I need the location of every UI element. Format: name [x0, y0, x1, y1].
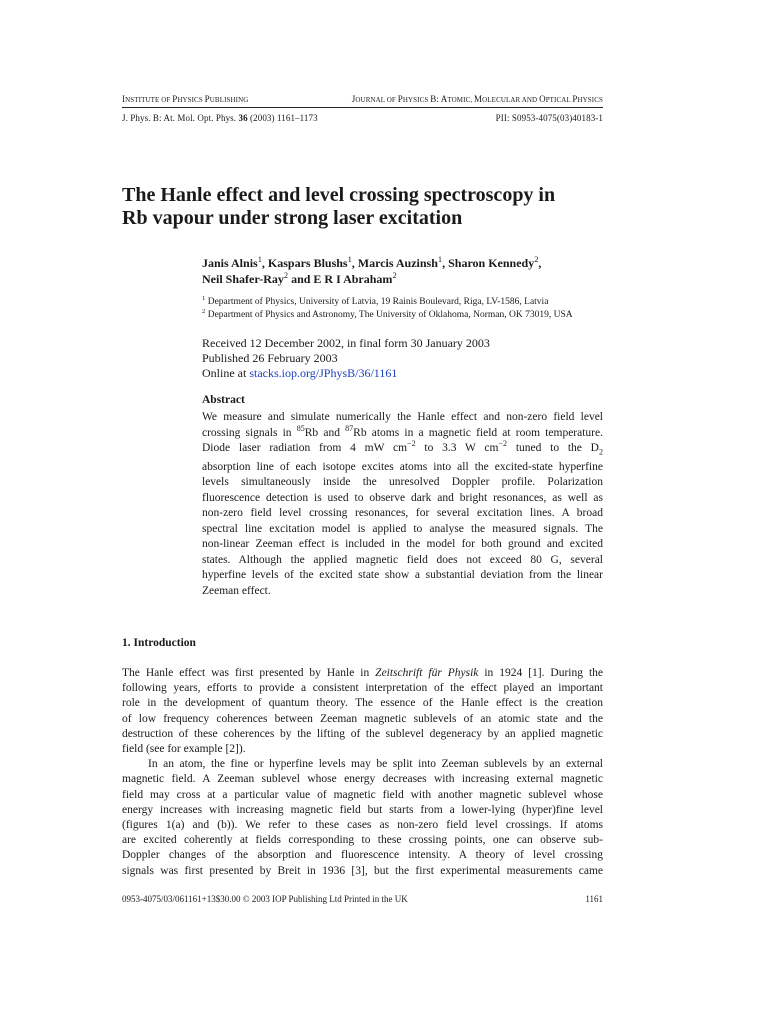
publisher-text: UBLISHING: [209, 96, 249, 104]
affiliation-mark: 2: [392, 271, 397, 280]
publisher-text: NSTITUTE OF: [125, 96, 173, 104]
affiliation-mark: 1: [347, 255, 352, 264]
abstract-text: Rb and: [304, 426, 346, 439]
publisher-text: P: [204, 94, 210, 104]
abstract-line: levels simultaneously inside the unresolved Doppler profile. Polarization: [202, 476, 603, 489]
abstract-line: spectral line excitation model is applied to analyse the measured signals. The: [202, 522, 603, 535]
journal-text: P: [572, 94, 578, 104]
isotope-mass: 87: [345, 423, 354, 433]
journal-text: M: [474, 94, 483, 104]
abstract-text: tuned to the D: [507, 442, 599, 454]
publisher-text: P: [172, 94, 178, 104]
header-rule: [122, 107, 603, 108]
abstract-body: [202, 410, 603, 599]
body-line: destruction of these coherences by the lifting of the sublevel degeneracy by an applied magnetic: [122, 727, 603, 740]
affiliation-mark: 2: [283, 271, 289, 280]
publisher-text: HYSICS: [177, 96, 205, 104]
exponent: −2: [498, 439, 508, 449]
online-link[interactable]: stacks.iop.org/JPhysB/36/1161: [249, 366, 398, 380]
paper-title: [122, 184, 603, 230]
affiliation-mark: 2: [534, 255, 539, 264]
author-separator: ,: [538, 256, 542, 270]
abstract-text: Diode laser radiation from 4 mW cm: [202, 442, 408, 454]
affiliation-mark: 1: [202, 294, 206, 302]
affiliation-mark: 1: [257, 255, 262, 264]
publisher-text: I: [122, 94, 126, 104]
body-line: [122, 666, 603, 681]
journal-text: PTICAL: [545, 96, 573, 104]
online-label: Online at: [202, 366, 250, 380]
abstract-line: states. Although the applied magnetic field does not exceed 80 G, several: [202, 553, 603, 566]
abstract-text: to 3.3 W cm: [415, 442, 499, 454]
title-line: Rb vapour under strong laser excitation: [122, 207, 463, 229]
affiliation-text: Department of Physics, University of Latvia, 19 Rainis Boulevard, Riga, LV-1586, Latvia: [205, 297, 549, 307]
journal-text: O: [539, 94, 546, 104]
citation-volume: 36: [238, 113, 248, 123]
abstract-line: absorption line of each isotope excites atoms into all the excited-state hyperfine: [202, 460, 603, 473]
author-name: , Marcis Auzinsh: [351, 256, 438, 270]
affiliations: [202, 296, 603, 322]
body-line: (figures 1(a) and (b)). We refer to these cases as non-zero field level crossings. If atoms: [122, 819, 603, 832]
body-line: of low frequency coherences between Zeeman magnetic sublevels of an atomic state and the: [122, 712, 603, 725]
online-line: [202, 366, 603, 381]
body-text: [122, 666, 603, 879]
author-list: [202, 255, 603, 287]
isotope-mass: 85: [296, 423, 305, 433]
title-line: The Hanle effect and level crossing spectroscopy in: [122, 184, 556, 206]
abstract-line: hyperfine levels of the excited state show a substantial deviation from the linear: [202, 569, 603, 582]
journal-citation: [122, 113, 318, 123]
section-heading: 1. Introduction: [122, 637, 196, 649]
author-line: [202, 271, 603, 287]
affiliation: [202, 309, 603, 322]
body-line: Doppler changes of the absorption and fluorescence intensity. A theory of level crossing: [122, 849, 603, 862]
journal-text: OLECULAR AND: [482, 96, 540, 104]
abstract-line: non-linear Zeeman effect is included in the model for both ground and excited: [202, 538, 603, 551]
journal-text: HYSICS: [577, 96, 603, 104]
abstract-heading: Abstract: [202, 394, 245, 406]
body-line: role in the development of quantum theory. The essence of the Hanle effect is the creation: [122, 697, 603, 710]
body-text-run: The Hanle effect was first presented by Hanle in: [122, 667, 376, 679]
journal-text: J: [351, 94, 356, 104]
journal-text: P: [397, 94, 403, 104]
body-line: following years, efforts to provide a consistent interpretation of the effect played an important: [122, 682, 603, 695]
abstract-line: Zeeman effect.: [202, 584, 271, 597]
affiliation: [202, 296, 603, 309]
publisher-name: [122, 94, 248, 104]
abstract-line: [202, 441, 603, 460]
body-line: magnetic field. A Zeeman sublevel whose energy decreases with increasing external magnetic: [122, 773, 603, 786]
body-line: In an atom, the fine or hyperfine levels may be split into Zeeman sublevels by an external: [148, 758, 603, 771]
author-name: , Sharon Kennedy: [442, 256, 535, 270]
abstract-line: non-zero field level crossing resonances, for several excitation lines. A broad: [202, 507, 603, 520]
author-name: Neil Shafer-Ray: [202, 272, 284, 286]
body-text-run: in 1924 [1]. During the: [478, 667, 603, 679]
author-line: [202, 255, 603, 271]
journal-text: HYSICS: [402, 96, 431, 104]
body-line: signals was first presented by Breit in 1936 [3], but the first experimental measurements came: [122, 864, 603, 877]
citation-pages: (2003) 1161–1173: [247, 113, 318, 123]
author-name: Janis Alnis: [202, 256, 258, 270]
exponent: −2: [407, 439, 416, 449]
journal-reference: Zeitschrift für Physik: [375, 667, 479, 679]
abstract-line: fluorescence detection is used to observe dark and bright resonances, as well as: [202, 491, 603, 504]
journal-name: [352, 94, 603, 104]
body-line: field may cross at a particular value of magnetic field with another magnetic sublevel whose: [122, 788, 603, 801]
body-line: field (see for example [2]).: [122, 743, 246, 756]
affiliation-mark: 2: [202, 307, 206, 315]
abstract-line: We measure and simulate numerically the Hanle effect and non-zero field level: [202, 411, 603, 423]
abstract-line: [202, 423, 603, 442]
page-number: 1161: [585, 894, 603, 904]
author-name: and E R I Abraham: [288, 272, 393, 286]
journal-text: TOMIC,: [447, 96, 475, 104]
body-line: are excited coherently at fields corresponding to these crossing points, one can observe sub-: [122, 834, 603, 847]
body-line: energy increases with increasing magnetic field but starts from a lower-lying (hyper)fine level: [122, 803, 603, 816]
citation-text: J. Phys. B: At. Mol. Opt. Phys.: [122, 113, 239, 123]
affiliation-text: Department of Physics and Astronomy, The University of Oklahoma, Norman, OK 73019, USA: [205, 310, 573, 320]
journal-text: B: A: [430, 94, 448, 104]
received-date: Received 12 December 2002, in final form 30 January 2003: [202, 336, 490, 350]
author-name: , Kaspars Blushs: [261, 256, 348, 270]
publication-dates: [202, 336, 603, 381]
published-date: Published 26 February 2003: [202, 351, 338, 365]
abstract-text: crossing signals in: [202, 426, 297, 439]
abstract-text: Rb atoms in a magnetic field at room temperature.: [353, 426, 603, 439]
pii: PII: S0953-4075(03)40183-1: [495, 113, 603, 123]
subscript: 2: [598, 447, 604, 457]
footer-copyright: 0953-4075/03/061161+13$30.00 © 2003 IOP Publishing Ltd Printed in the UK: [122, 894, 408, 904]
affiliation-mark: 1: [437, 255, 443, 264]
journal-text: OURNAL OF: [355, 96, 398, 104]
